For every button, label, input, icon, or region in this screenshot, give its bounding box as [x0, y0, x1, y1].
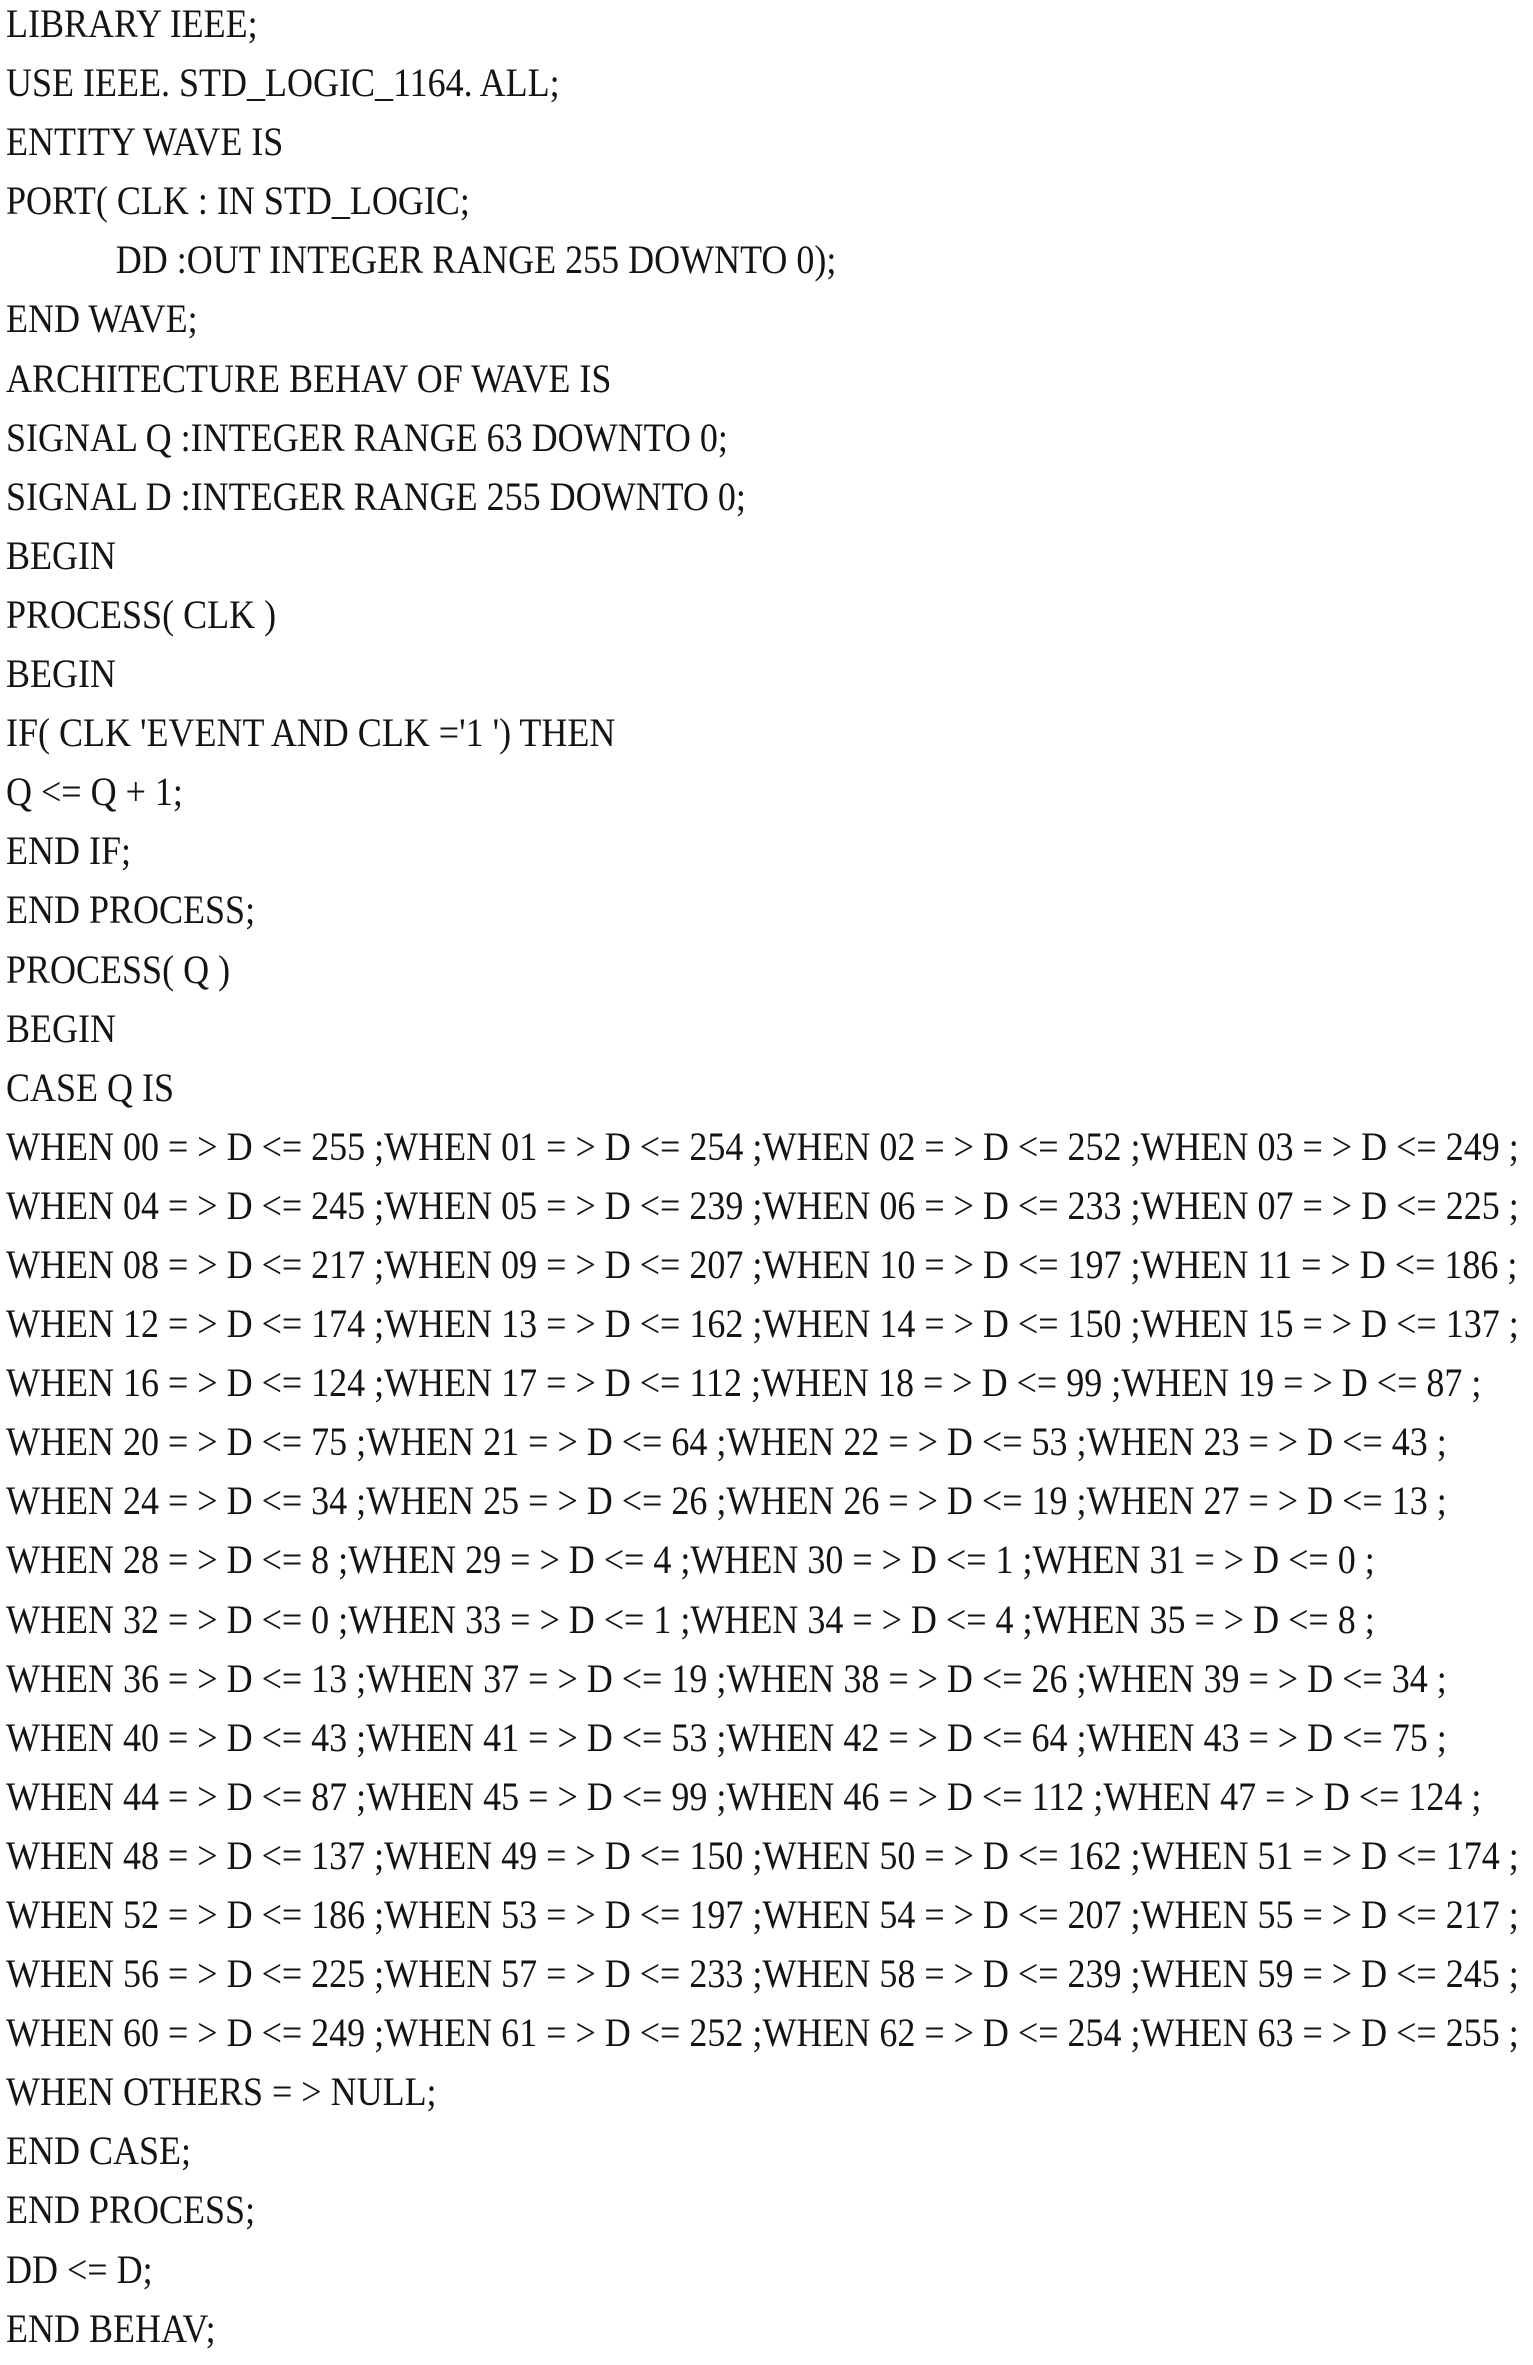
code-line: PROCESS( CLK ) — [6, 591, 277, 637]
code-line: WHEN 44 = > D <= 87 ;WHEN 45 = > D <= 99 ;WHEN 46 = > D <= 112 ;WHEN 47 = > D <= 124 ; — [6, 1773, 1482, 1819]
code-line: END WAVE; — [6, 296, 198, 342]
code-line: WHEN 36 = > D <= 13 ;WHEN 37 = > D <= 19 ;WHEN 38 = > D <= 26 ;WHEN 39 = > D <= 34 ; — [6, 1655, 1447, 1701]
code-line: WHEN 32 = > D <= 0 ;WHEN 33 = > D <= 1 ;WHEN 34 = > D <= 4 ;WHEN 35 = > D <= 8 ; — [6, 1596, 1375, 1642]
code-line: END BEHAV; — [6, 2305, 216, 2351]
code-line: WHEN 28 = > D <= 8 ;WHEN 29 = > D <= 4 ;WHEN 30 = > D <= 1 ;WHEN 31 = > D <= 0 ; — [6, 1537, 1375, 1583]
code-line: BEGIN — [6, 1005, 116, 1051]
code-line: WHEN 24 = > D <= 34 ;WHEN 25 = > D <= 26 ;WHEN 26 = > D <= 19 ;WHEN 27 = > D <= 13 ; — [6, 1478, 1447, 1524]
code-line: USE IEEE. STD_LOGIC_1164. ALL; — [6, 60, 560, 106]
code-line: WHEN 04 = > D <= 245 ;WHEN 05 = > D <= 239 ;WHEN 06 = > D <= 233 ;WHEN 07 = > D <= 225 ; — [6, 1182, 1519, 1228]
code-line: SIGNAL Q :INTEGER RANGE 63 DOWNTO 0; — [6, 414, 728, 460]
code-line: WHEN OTHERS = > NULL; — [6, 2069, 437, 2115]
code-line: CASE Q IS — [6, 1064, 175, 1110]
code-line: END PROCESS; — [6, 887, 256, 933]
code-line: WHEN 56 = > D <= 225 ;WHEN 57 = > D <= 233 ;WHEN 58 = > D <= 239 ;WHEN 59 = > D <= 245 ; — [6, 1951, 1519, 1997]
code-line: PROCESS( Q ) — [6, 946, 231, 992]
code-line: WHEN 20 = > D <= 75 ;WHEN 21 = > D <= 64 ;WHEN 22 = > D <= 53 ;WHEN 23 = > D <= 43 ; — [6, 1419, 1447, 1465]
code-line: END CASE; — [6, 2128, 192, 2174]
code-line: WHEN 16 = > D <= 124 ;WHEN 17 = > D <= 112 ;WHEN 18 = > D <= 99 ;WHEN 19 = > D <= 87 ; — [6, 1360, 1482, 1406]
code-line: IF( CLK 'EVENT AND CLK ='1 ') THEN — [6, 710, 616, 756]
code-line: PORT( CLK : IN STD_LOGIC; — [6, 178, 470, 224]
code-line: WHEN 48 = > D <= 137 ;WHEN 49 = > D <= 150 ;WHEN 50 = > D <= 162 ;WHEN 51 = > D <= 174 ; — [6, 1832, 1519, 1878]
code-line: WHEN 12 = > D <= 174 ;WHEN 13 = > D <= 162 ;WHEN 14 = > D <= 150 ;WHEN 15 = > D <= 137 ; — [6, 1301, 1519, 1347]
code-line: BEGIN — [6, 651, 116, 697]
code-line: WHEN 00 = > D <= 255 ;WHEN 01 = > D <= 254 ;WHEN 02 = > D <= 252 ;WHEN 03 = > D <= 249 ; — [6, 1123, 1519, 1169]
code-line: BEGIN — [6, 532, 116, 578]
code-line: WHEN 60 = > D <= 249 ;WHEN 61 = > D <= 252 ;WHEN 62 = > D <= 254 ;WHEN 63 = > D <= 255 ; — [6, 2010, 1519, 2056]
code-line: END PROCESS; — [6, 2187, 256, 2233]
code-line: Q <= Q + 1; — [6, 769, 183, 815]
code-line: WHEN 40 = > D <= 43 ;WHEN 41 = > D <= 53 ;WHEN 42 = > D <= 64 ;WHEN 43 = > D <= 75 ; — [6, 1714, 1447, 1760]
code-line: WHEN 08 = > D <= 217 ;WHEN 09 = > D <= 207 ;WHEN 10 = > D <= 197 ;WHEN 11 = > D <= 186 ; — [6, 1241, 1518, 1287]
code-line: END IF; — [6, 828, 132, 874]
code-line: LIBRARY IEEE; — [6, 1, 258, 46]
code-line: DD :OUT INTEGER RANGE 255 DOWNTO 0); — [115, 237, 837, 283]
code-line: ENTITY WAVE IS — [6, 119, 284, 165]
code-line: ARCHITECTURE BEHAV OF WAVE IS — [6, 355, 612, 401]
code-line: DD <= D; — [6, 2246, 153, 2292]
code-line: WHEN 52 = > D <= 186 ;WHEN 53 = > D <= 197 ;WHEN 54 = > D <= 207 ;WHEN 55 = > D <= 217 ; — [6, 1892, 1519, 1937]
code-line: SIGNAL D :INTEGER RANGE 255 DOWNTO 0; — [6, 473, 746, 519]
